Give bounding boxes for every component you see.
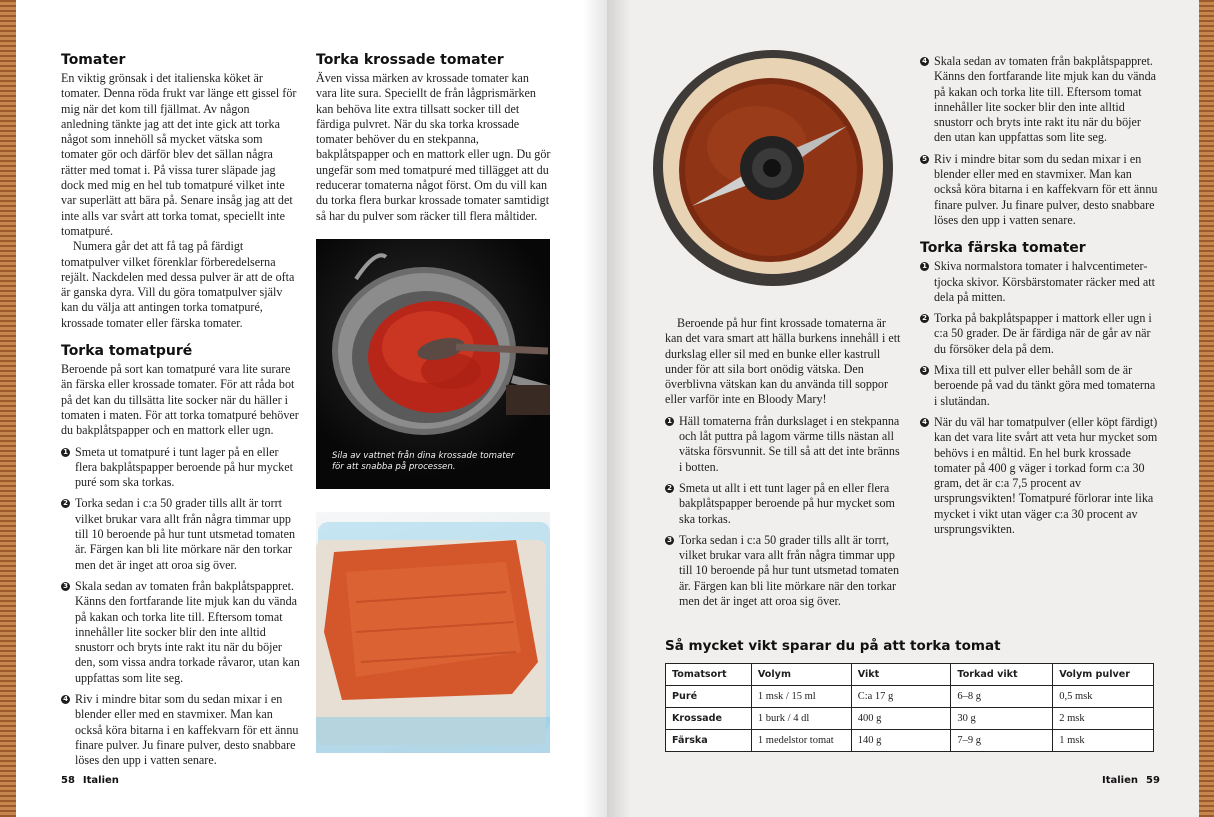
step-text: När du väl har tomatpulver (eller köpt färdigt) kan det vara lite svårt att veta hur mycket som behövs i en måltid. En hel burk krossade tomater på 400 g väger i torkad form c:a 30 gram, det är c:a 7,5 procent av ursprungsvikten! Tomatpuré förlorar inte lika mycket i vikt utan väger c:a 30 procent av ursprungsvikten. bbox=[934, 414, 1158, 537]
crushed-paragraph-1: Även vissa märken av krossade tomater kan vara lite sura. Speciellt de från lågprismärken kan behöva lite extra tillsatt socker till det färdiga pulvret. När du ska torka krossade tomater behöver du en stekpanna, bakplåtspapper och en mattork eller ugn. Du gör ungefär som med tomatpuré med tillägget att du reducerar tomaterna något först. Om du vill kan du torka flera burkar krossade tomater samtidigt så har du pulver som räcker till flera måltider. bbox=[316, 71, 551, 223]
step-number: 1 bbox=[665, 417, 674, 426]
tomatoes-heading: Tomater bbox=[61, 52, 126, 68]
table-cell: 6–8 g bbox=[951, 686, 1053, 708]
pure-heading: Torka tomatpuré bbox=[61, 343, 193, 360]
list-item bbox=[920, 415, 1158, 537]
list-item bbox=[920, 54, 1158, 146]
step-text: Smeta ut tomatpuré i tunt lager på en eller flera bakplåtspapper beroende på hur mycket puré som ska torkas. bbox=[75, 444, 293, 490]
table-cell: 400 g bbox=[851, 708, 951, 730]
pure-steps bbox=[61, 445, 300, 769]
table-cell: 140 g bbox=[851, 730, 951, 752]
table-cell: 0,5 msk bbox=[1053, 686, 1154, 708]
step-number: 2 bbox=[61, 499, 70, 508]
step-number: 4 bbox=[920, 418, 929, 427]
step-number: 2 bbox=[665, 484, 674, 493]
tomatoes-paragraph-2: Numera går det att få tag på färdigt tomatpulver vilket förenklar förberedelserna rejält. Nackdelen med dessa pulver är att de ofta är ganska dyra. Vill du göra tomatpulver själv kan du välja att antingen torka tomatpuré, krossade tomater eller färska tomater. bbox=[61, 239, 295, 330]
right-column-2 bbox=[920, 54, 1158, 543]
table-row bbox=[666, 686, 1154, 708]
fresh-steps bbox=[920, 259, 1158, 537]
table-title: Så mycket vikt sparar du på att torka tomat bbox=[665, 638, 1001, 654]
step-text: Häll tomaterna från durkslaget i en stekpanna och låt puttra på lagom värme tills nästan all vätska försvunnit. Se till så att det inte bränns i botten. bbox=[679, 413, 900, 474]
tray-photo bbox=[316, 512, 550, 753]
tomatoes-paragraph-1: En viktig grönsak i det italienska köket är tomater. Denna röda frukt var länge ett gissel för mig när det kom till fjällmat. Av någon anledning tänkte jag att det inte gick att torka något som innehöll så mycket vätska som tomater gör och därför blev det sällan några rätter med tomat i. På vissa turer släpade jag dock med mig en hel tub tomatpuré vilket inte var superlätt att bära på. Senare insåg jag att det inte alls var svårt att torka tomat, speciellt inte tomatpuré. bbox=[61, 71, 297, 238]
step-text: Riv i mindre bitar som du sedan mixar i en blender eller med en stavmixer. Man kan också köra bitarna i en kaffekvarn för ett ännu finare pulver. Ju finare pulver, desto snabbare löses den upp i vatten senare. bbox=[934, 151, 1158, 227]
crushed-steps-continued bbox=[920, 54, 1158, 228]
right-page bbox=[607, 0, 1199, 817]
column-header: Vikt bbox=[851, 664, 951, 686]
list-item bbox=[665, 481, 903, 527]
section-name: Italien bbox=[82, 775, 119, 786]
table-cell: 1 burk / 4 dl bbox=[751, 708, 851, 730]
step-number: 4 bbox=[920, 57, 929, 66]
step-text: Torka sedan i c:a 50 grader tills allt är torrt vilket brukar vara allt från några timmar upp till 10 beroende på hur tunt utsmetad tomaten är. Färgen kan bli lite mörkare när den torkar men det är inget att oroa sig över. bbox=[75, 496, 295, 572]
table-row bbox=[666, 708, 1154, 730]
left-page bbox=[16, 0, 607, 817]
fresh-heading: Torka färska tomater bbox=[920, 240, 1086, 257]
list-item bbox=[61, 496, 300, 572]
list-item bbox=[665, 414, 903, 475]
table-cell: 1 medelstor tomat bbox=[751, 730, 851, 752]
list-item bbox=[61, 692, 300, 768]
table-cell: Krossade bbox=[666, 708, 752, 730]
crushed-steps bbox=[665, 414, 903, 610]
photo-caption: Sila av vattnet från dina krossade tomater för att snabba på processen. bbox=[332, 451, 515, 472]
table-cell: Puré bbox=[666, 686, 752, 708]
step-number: 3 bbox=[61, 582, 70, 591]
list-item bbox=[920, 259, 1158, 305]
list-item bbox=[920, 152, 1158, 228]
step-number: 1 bbox=[920, 262, 929, 271]
table-cell: 7–9 g bbox=[951, 730, 1053, 752]
page-number: 59 bbox=[1146, 775, 1160, 786]
step-number: 4 bbox=[61, 695, 70, 704]
left-column-1 bbox=[61, 52, 300, 774]
step-number: 3 bbox=[920, 366, 929, 375]
right-column-1 bbox=[665, 316, 903, 615]
table-cell: 30 g bbox=[951, 708, 1053, 730]
list-item bbox=[61, 579, 300, 686]
step-text: Mixa till ett pulver eller behåll som de är beroende på vad du tänkt göra med tomaterna i slutändan. bbox=[934, 363, 1156, 408]
table-row bbox=[666, 730, 1154, 752]
book-edge-right bbox=[1199, 0, 1214, 817]
dried-tomato-sheet-illustration bbox=[316, 512, 550, 753]
table-header-row bbox=[666, 664, 1154, 686]
blender-illustration bbox=[647, 46, 899, 296]
weight-table bbox=[665, 663, 1154, 752]
step-text: Riv i mindre bitar som du sedan mixar i en blender eller med en stavmixer. Man kan också köra bitarna i en kaffekvarn för ett ännu finare pulver. Ju finare pulver, desto snabbare löses den upp i vatten senare. bbox=[75, 691, 299, 768]
section-name: Italien bbox=[1102, 775, 1139, 786]
step-number: 5 bbox=[920, 155, 929, 164]
crushed-paragraph-2: Beroende på hur fint krossade tomaterna är kan det vara smart att hälla burkens innehåll i ett durkslag eller sil med en bunke eller kastrull under för att sila bort onödig vätska. Den överblivna vätskan kan du använda till soppor eller varför inte en Bloody Mary! bbox=[665, 316, 901, 407]
step-text: Skala sedan av tomaten från bakplåtspappret. Känns den fortfarande lite mjuk kan du vända på kakan och torka lite till. Eftersom tomat innehåller lite socker blir den inte alltid snustorr och bryts inte rakt itu när du böjer den utan kan uppfattas som lite seg. bbox=[934, 54, 1156, 145]
crushed-heading: Torka krossade tomater bbox=[316, 52, 504, 68]
table-cell: 1 msk / 15 ml bbox=[751, 686, 851, 708]
list-item bbox=[920, 363, 1158, 409]
page-number: 58 bbox=[61, 775, 75, 786]
gutter-shadow bbox=[607, 0, 631, 817]
column-header: Tomatsort bbox=[666, 664, 752, 686]
grinder-photo bbox=[647, 46, 899, 296]
step-text: Skala sedan av tomaten från bakplåtspappret. Känns den fortfarande lite mjuk kan du vända på kakan och torka lite till. Eftersom tomat innehåller lite socker blir den inte alltid snustorr och bryts inte rakt itu när du böjer den, som vissa andra torkade råvaror, utan kan uppfattas som lite seg. bbox=[75, 578, 300, 685]
column-header: Torkad vikt bbox=[951, 664, 1053, 686]
list-item bbox=[61, 445, 300, 491]
table-cell: 1 msk bbox=[1053, 730, 1154, 752]
book-edge-left bbox=[0, 0, 16, 817]
sieve-photo bbox=[316, 239, 550, 489]
column-header: Volym pulver bbox=[1053, 664, 1154, 686]
page-footer-right bbox=[1102, 773, 1160, 788]
pure-intro: Beroende på sort kan tomatpuré vara lite surare än färska eller krossade tomater. För att råda bot på det kan du tillsätta lite socker när du häller i tomaten i maten. För att torka tomatpuré behöver du bakplåtspapper och en mattork eller ugn. bbox=[61, 362, 299, 438]
table-cell: C:a 17 g bbox=[851, 686, 951, 708]
table-cell: 2 msk bbox=[1053, 708, 1154, 730]
list-item bbox=[920, 311, 1158, 357]
gutter-shadow bbox=[583, 0, 607, 817]
step-text: Smeta ut allt i ett tunt lager på en eller flera bakplåtspapper beroende på hur mycket som ska torkas. bbox=[679, 480, 895, 526]
step-number: 1 bbox=[61, 448, 70, 457]
column-header: Volym bbox=[751, 664, 851, 686]
step-text: Torka sedan i c:a 50 grader tills allt är torrt, vilket brukar vara allt från några timmar upp till 10 beroende på hur tunt utsmetad tomaten är. Färgen kan bli lite mörkare när den torkar men det är inget att oroa sig över. bbox=[679, 532, 899, 609]
step-number: 3 bbox=[665, 536, 674, 545]
step-text: Skiva normalstora tomater i halvcentimeter-tjocka skivor. Körsbärstomater räcker med att dela på mitten. bbox=[934, 259, 1155, 304]
step-number: 2 bbox=[920, 314, 929, 323]
left-column-2 bbox=[316, 52, 552, 224]
list-item bbox=[665, 533, 903, 609]
page-footer-left bbox=[61, 773, 119, 788]
table-cell: Färska bbox=[666, 730, 752, 752]
step-text: Torka på bakplåtspapper i mattork eller ugn i c:a 50 grader. De är färdiga när de går av när du försöker dela på dem. bbox=[934, 311, 1152, 356]
